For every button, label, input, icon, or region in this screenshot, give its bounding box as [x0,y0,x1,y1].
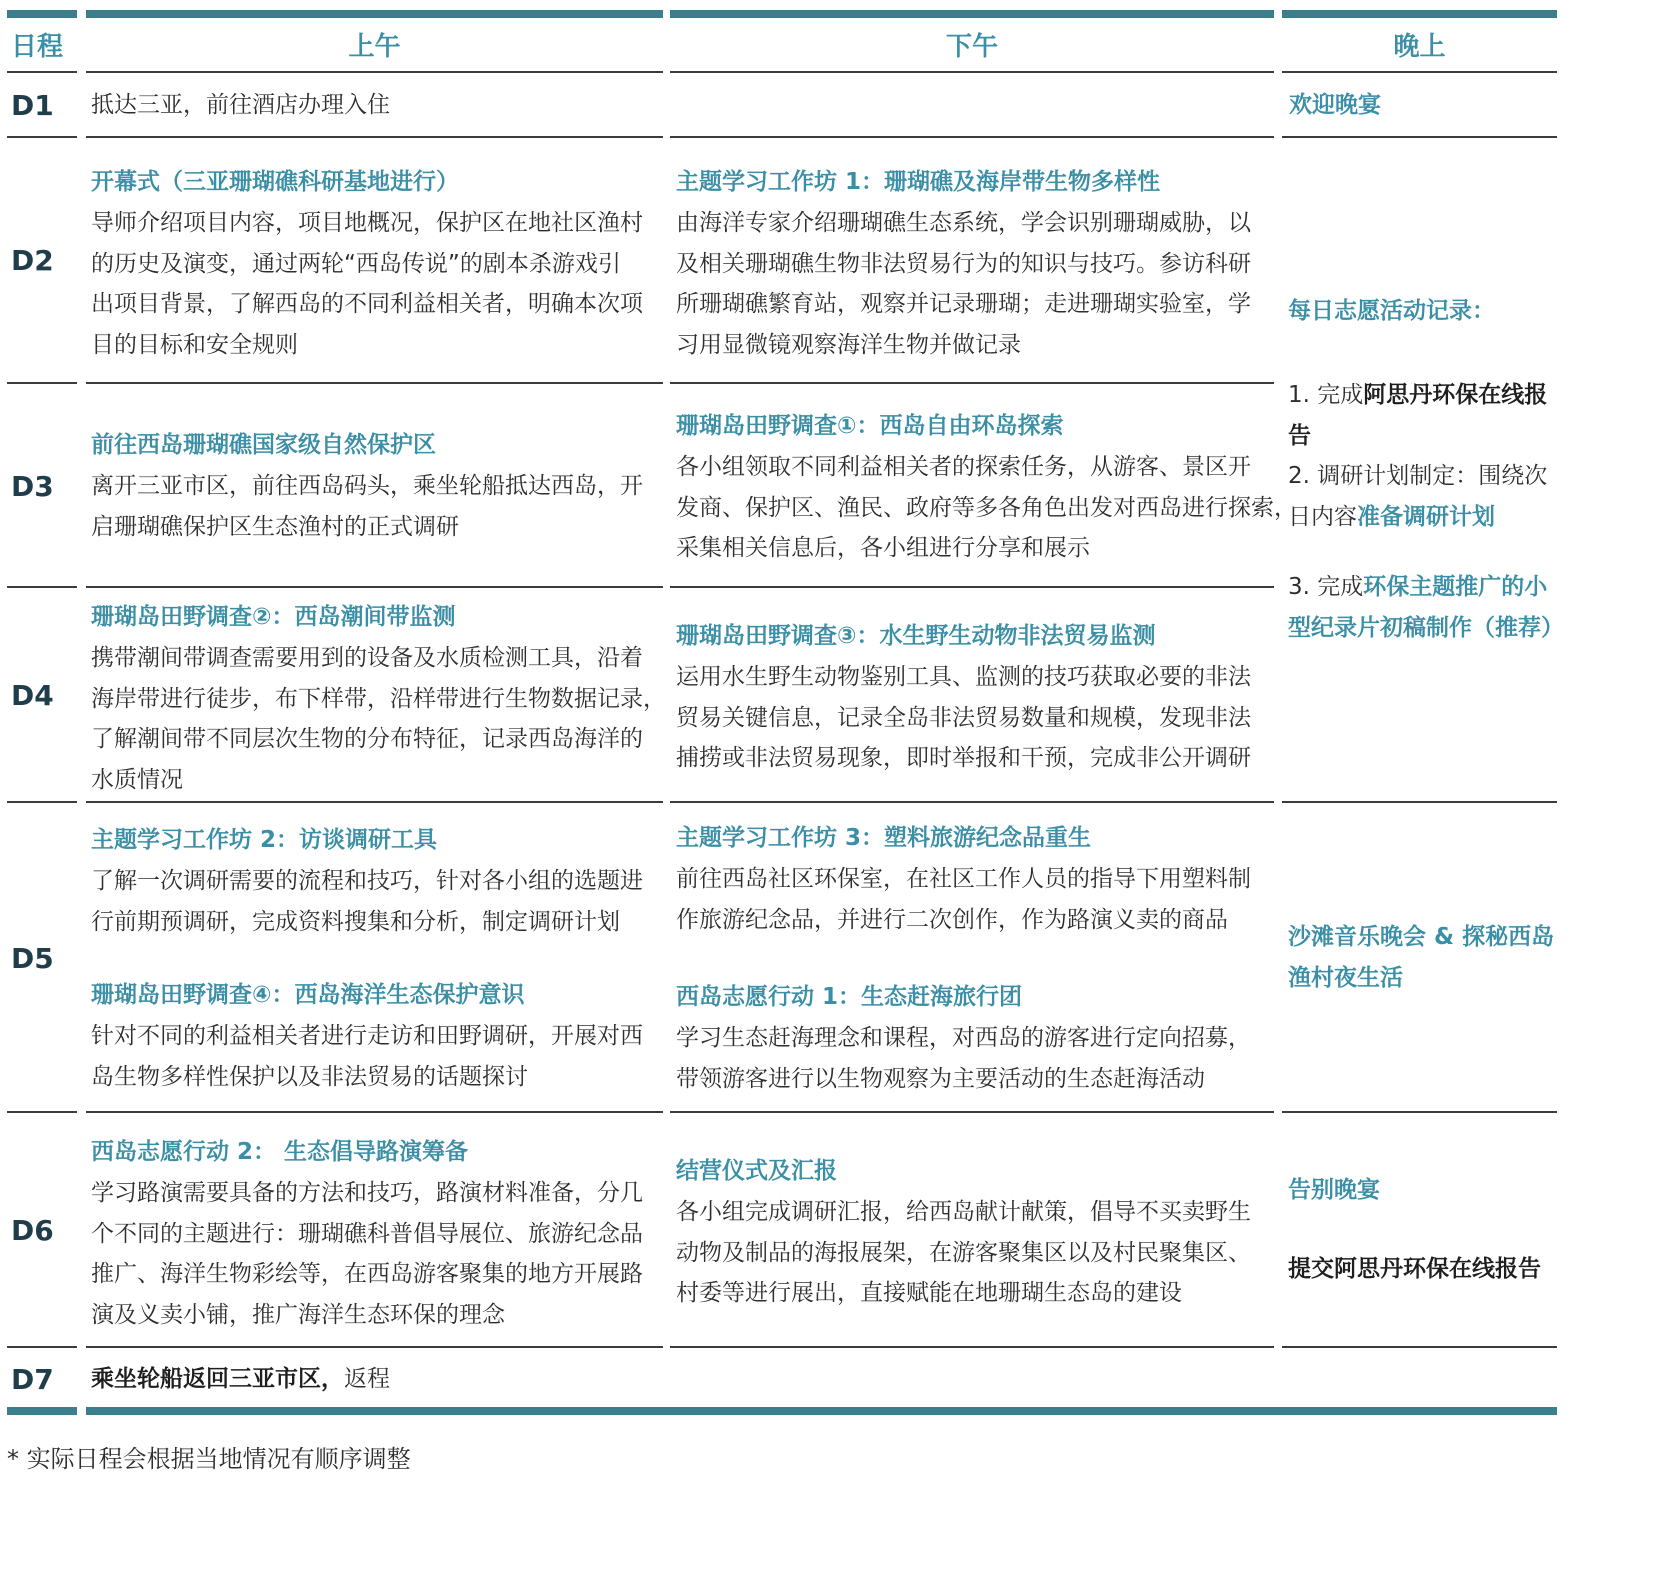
d5-afternoon-title-1: 主题学习工作坊 3：塑料旅游纪念品重生 [676,825,1092,851]
header-day: 日程 [10,32,63,62]
d6-morning-title: 西岛志愿行动 2： 生态倡导路演筹备 [91,1139,469,1165]
day-label-d6: D6 [11,1214,54,1247]
header-morning: 上午 [348,32,401,62]
top-rule-evening [1282,10,1557,18]
item2-line1: 2. 调研计划制定：围绕次 [1288,463,1548,489]
d5-afternoon-text-2: 学习生态赶海理念和课程，对西岛的游客进行定向招募， 带领游客进行以生物观察为主要活动的生态赶海活动 [676,1025,1251,1092]
d7-morning-bold: 乘坐轮船返回三亚市区， [91,1366,344,1392]
d5-afternoon-text-1: 前往西岛社区环保室，在社区工作人员的指导下用塑料制 作旅游纪念品，并进行二次创作，作为路演义卖的商品 [676,866,1251,933]
d6-morning-text: 学习路演需要具备的方法和技巧，路演材料准备，分几 个不同的主题进行：珊瑚礁科普倡导展位、旅游纪念品 推广、海洋生物彩绘等，在西岛游客聚集的地方开展路 演及义卖小铺，推广海洋生态环保的理念 [91,1180,643,1328]
item3-highlight-a: 环保主题推广的小 [1363,574,1548,600]
item1-prefix: 1. 完成 [1288,382,1364,408]
d4-morning-title: 珊瑚岛田野调查②：西岛潮间带监测 [91,604,456,630]
d4-afternoon-title: 珊瑚岛田野调查③：水生野生动物非法贸易监测 [676,623,1156,649]
bottom-rule-main [86,1407,1557,1415]
item3-highlight-b: 型纪录片初稿制作（推荐） [1288,615,1564,641]
day-label-d3: D3 [11,470,54,503]
day-label-d7: D7 [11,1363,54,1396]
d6-afternoon-text: 各小组完成调研汇报，给西岛献计献策，倡导不买卖野生 动物及制品的海报展架，在游客聚集区以及村民聚集区、 村委等进行展出，直接赋能在地珊瑚生态岛的建设 [676,1199,1251,1306]
item3-prefix: 3. 完成 [1288,574,1364,600]
d1-morning-text: 抵达三亚，前往酒店办理入住 [91,92,390,118]
d4-afternoon-text: 运用水生野生动物鉴别工具、监测的技巧获取必要的非法 贸易关键信息，记录全岛非法贸易数量和规模，发现非法 捕捞或非法贸易现象，即时举报和干预，完成非公开调研 [676,664,1251,771]
bottom-rule-day [7,1407,77,1415]
day-label-d5: D5 [11,942,54,975]
item1-bold-b: 告 [1288,423,1311,449]
item1-bold-a: 阿思丹环保在线报 [1363,382,1548,408]
top-rule-day [7,10,77,18]
d7-morning [91,1359,390,1400]
d5-morning-title-1: 主题学习工作坊 2：访谈调研工具 [91,827,438,853]
top-rule-afternoon [670,10,1274,18]
daily-volunteer-item-2 [1288,456,1547,538]
d2-afternoon-title: 主题学习工作坊 1：珊瑚礁及海岸带生物多样性 [676,169,1161,195]
top-rule-morning [86,10,663,18]
header-evening: 晚上 [1393,32,1446,62]
d5-evening-line-b: 渔村夜生活 [1288,965,1403,991]
d5-morning-text-2: 针对不同的利益相关者进行走访和田野调研，开展对西 岛生物多样性保护以及非法贸易的话题探讨 [91,1023,643,1090]
d2-morning-text: 导师介绍项目内容，项目地概况，保护区在地社区渔村 的历史及演变，通过两轮“西岛传说”的剧本杀游戏引 出项目背景，了解西岛的不同利益相关者，明确本次项 目的目标和安全规则 [91,210,643,358]
item2-prefix: 日内容 [1288,504,1357,530]
daily-volunteer-item-3 [1288,567,1564,649]
footnote: * 实际日程会根据当地情况有顺序调整 [7,1445,411,1473]
d7-morning-text: 返程 [344,1366,390,1392]
d2-afternoon-text: 由海洋专家介绍珊瑚礁生态系统，学会识别珊瑚威胁，以 及相关珊瑚礁生物非法贸易行为的知识与技巧。参访科研 所珊瑚礁繁育站，观察并记录珊瑚；走进珊瑚实验室，学 习用显微镜观察海洋生物并做记录 [676,210,1251,358]
d2-morning-title: 开幕式（三亚珊瑚礁科研基地进行） [91,169,459,195]
d6-afternoon-title: 结营仪式及汇报 [676,1158,837,1184]
daily-volunteer-item-1 [1288,375,1547,457]
d4-morning-text: 携带潮间带调查需要用到的设备及水质检测工具，沿着 海岸带进行徒步，布下样带，沿样带进行生物数据记录， 了解潮间带不同层次生物的分布特征，记录西岛海洋的 水质情况 [91,645,666,793]
header-afternoon: 下午 [945,32,998,62]
d6-evening-title: 告别晚宴 [1288,1177,1380,1203]
day-label-d2: D2 [11,244,54,277]
d5-morning-title-2: 珊瑚岛田野调查④：西岛海洋生态保护意识 [91,982,525,1008]
d3-afternoon-text: 各小组领取不同利益相关者的探索任务，从游客、景区开 发商、保护区、渔民、政府等多各角色出发对西岛进行探索， 采集相关信息后，各小组进行分享和展示 [676,454,1297,561]
d5-morning-text-1: 了解一次调研需要的流程和技巧，针对各小组的选题进 行前期预调研，完成资料搜集和分析，制定调研计划 [91,868,643,935]
item2-highlight: 准备调研计划 [1357,504,1495,530]
d3-morning-text: 离开三亚市区，前往西岛码头，乘坐轮船抵达西岛，开 启珊瑚礁保护区生态渔村的正式调研 [91,473,643,540]
day-label-d1: D1 [11,89,54,122]
d5-evening-title [1288,917,1554,999]
day-label-d4: D4 [11,679,54,712]
d6-evening-text: 提交阿思丹环保在线报告 [1288,1256,1541,1282]
d5-evening-line-a: 沙滩音乐晚会 & 探秘西岛 [1288,924,1555,950]
d1-evening-title: 欢迎晚宴 [1289,92,1381,118]
d3-afternoon-title: 珊瑚岛田野调查①：西岛自由环岛探索 [676,413,1064,439]
daily-volunteer-title: 每日志愿活动记录： [1288,298,1495,324]
d5-afternoon-title-2: 西岛志愿行动 1：生态赶海旅行团 [676,984,1023,1010]
d3-morning-title: 前往西岛珊瑚礁国家级自然保护区 [91,432,436,458]
